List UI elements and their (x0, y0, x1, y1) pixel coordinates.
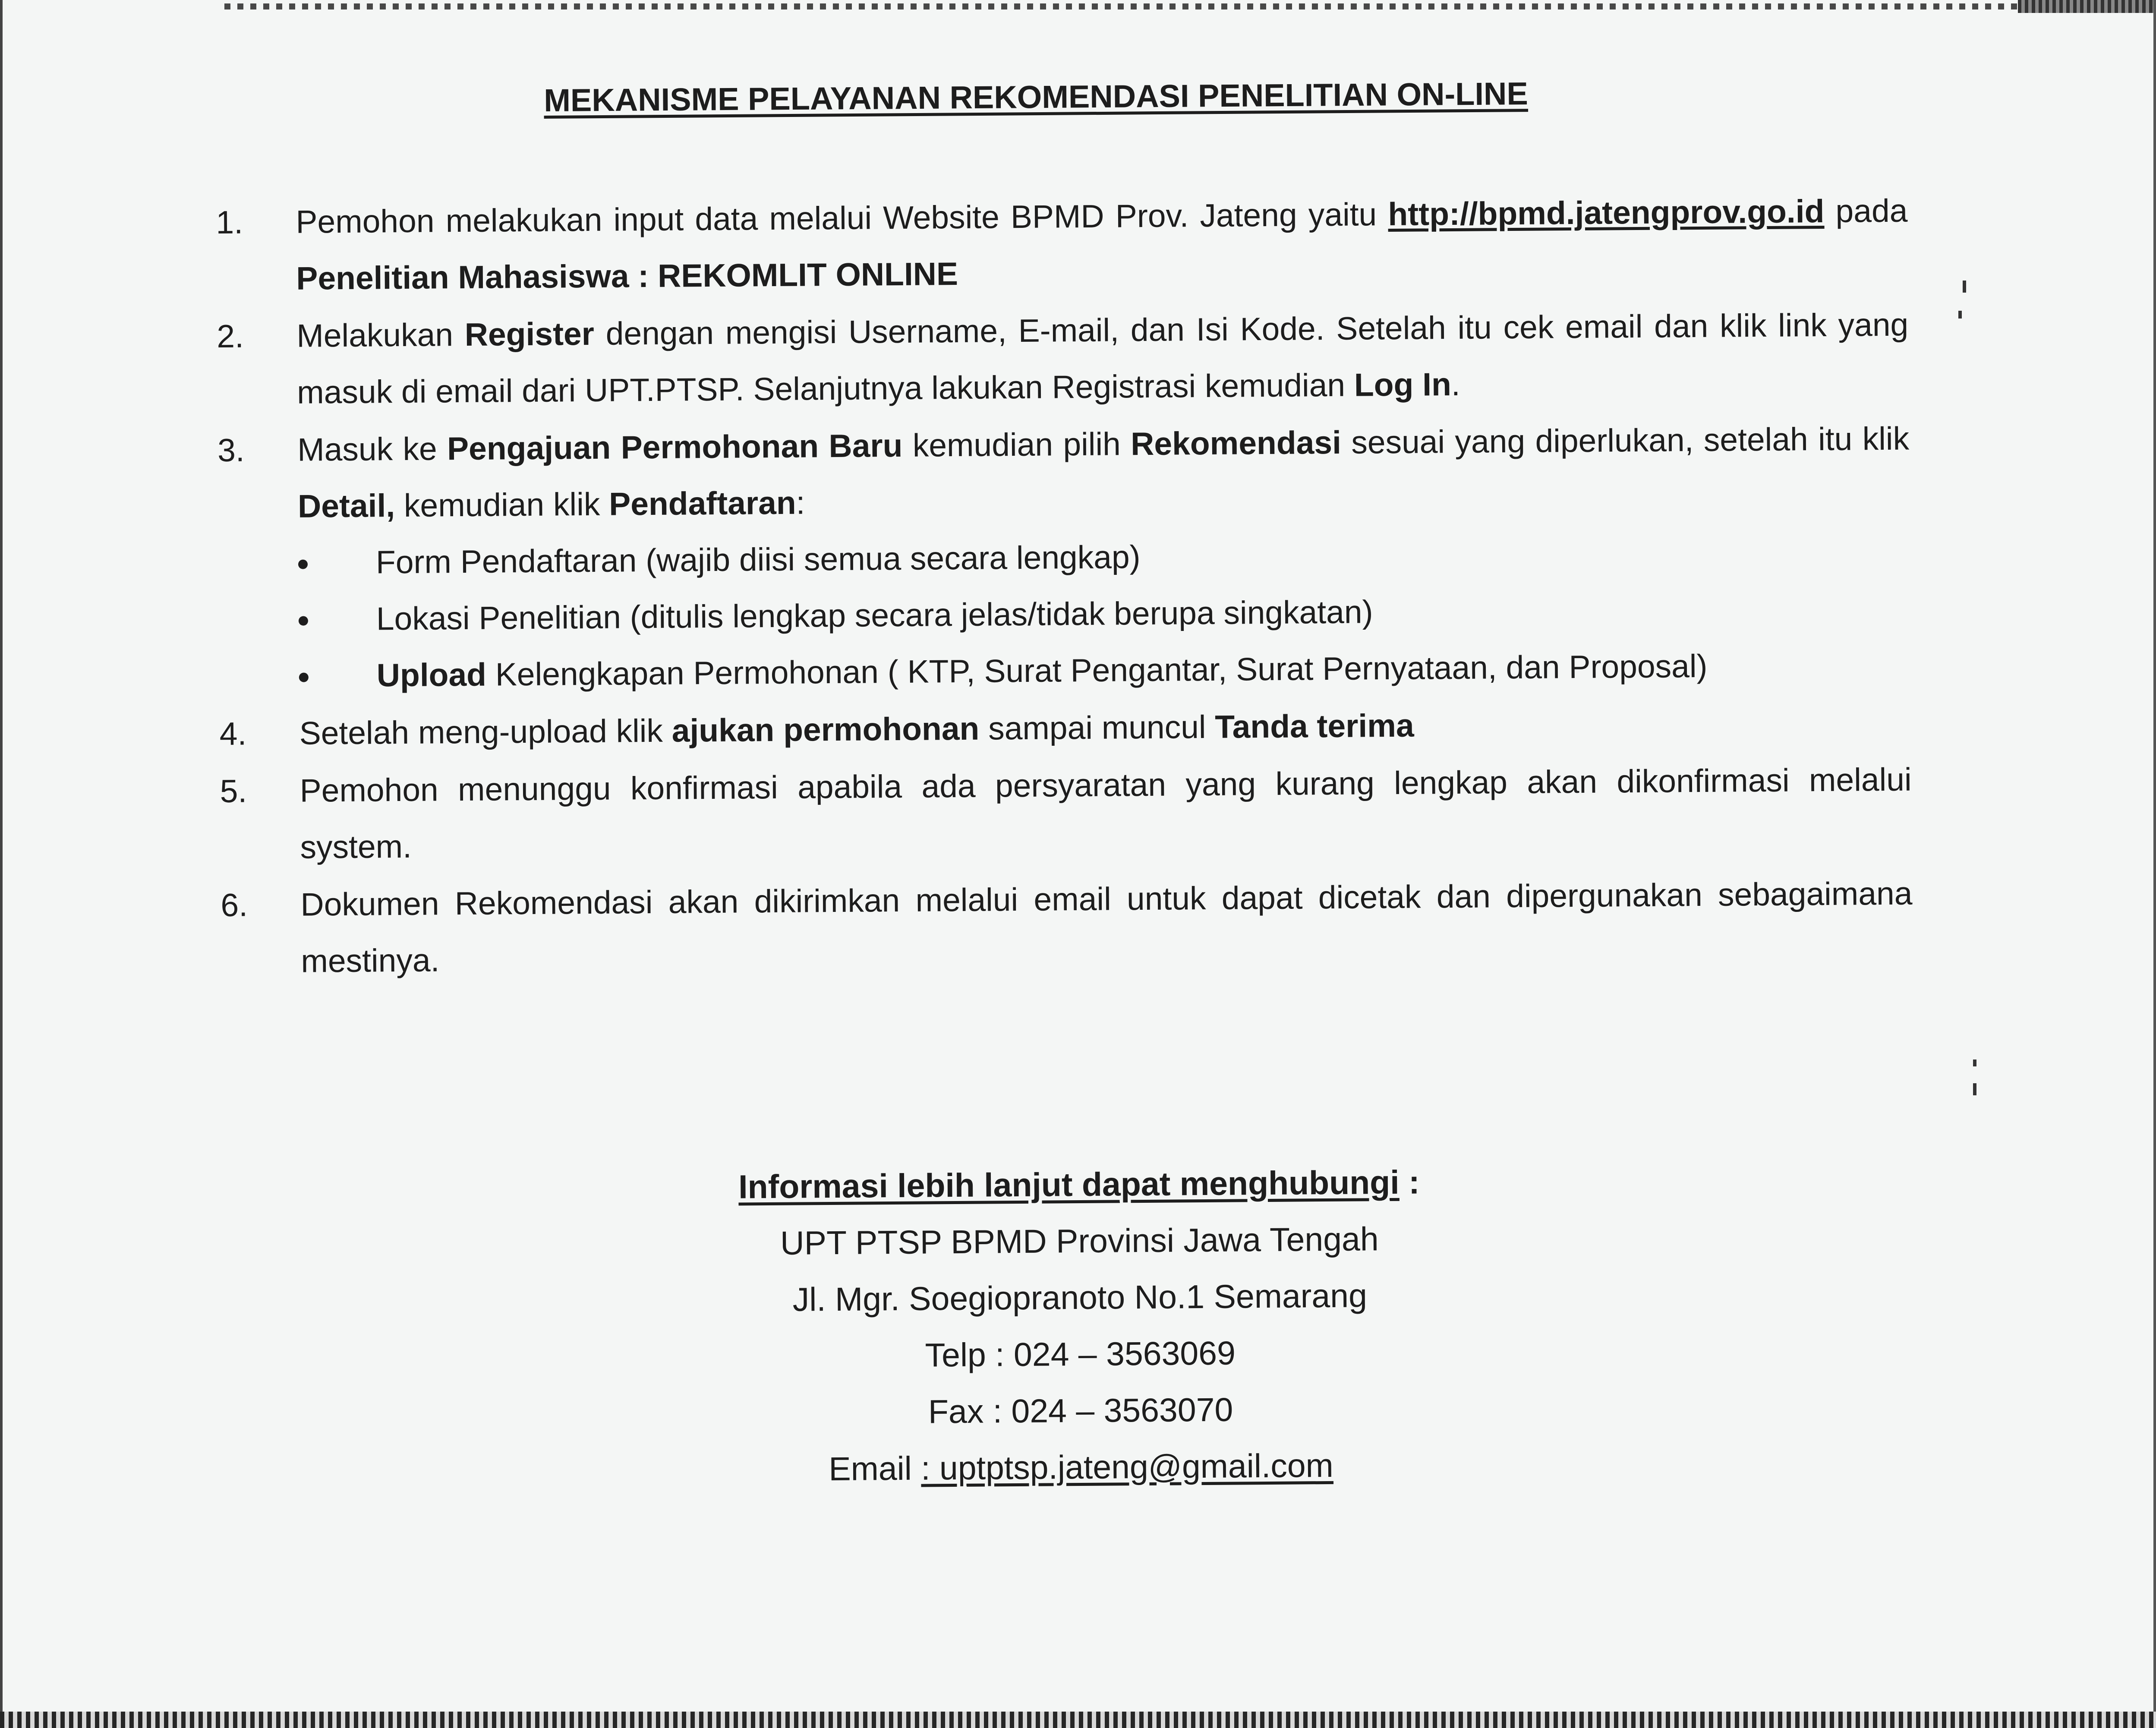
step-text (299, 751, 1912, 876)
step-text-segment: Log In (1354, 366, 1452, 403)
step-text (296, 296, 1909, 421)
step-text-segment: ajukan permohonan (671, 710, 980, 749)
contact-email (606, 1436, 1556, 1499)
step-text-segment: Upload (376, 656, 487, 694)
step-text-segment: Kelengkapan Permohonan ( KTP, Surat Pengantar, Surat Pernyataan, dan Proposal) (486, 647, 1708, 693)
step-number: 1. (216, 204, 243, 240)
step-text-segment: Pengajuan Permohonan Baru (447, 427, 903, 467)
step-text-segment: Melakukan (296, 316, 465, 354)
bullet-icon (299, 616, 308, 626)
step-item (217, 410, 1911, 705)
sub-list-item (299, 637, 1911, 704)
website-link[interactable]: http://bpmd.jatengprov.go.id (1388, 192, 1825, 233)
contact-email-label: Email (828, 1450, 921, 1488)
step-text-segment: kemudian pilih (902, 426, 1131, 464)
step-number: 4. (219, 715, 247, 752)
scan-speck (1973, 1060, 1976, 1066)
contact-heading (604, 1153, 1554, 1216)
contact-heading-suffix: : (1399, 1164, 1420, 1201)
bullet-icon (298, 560, 308, 569)
step-text-segment: Lokasi Penelitian (ditulis lengkap secara jelas/tidak berupa singkatan) (376, 593, 1373, 637)
sub-list-item (298, 580, 1910, 648)
step-text-segment: Register (464, 315, 595, 353)
procedure-steps-list (216, 183, 1913, 991)
step-item (221, 865, 1913, 990)
step-text-segment: : (796, 484, 805, 521)
step-text-segment: Pendaftaran (608, 484, 796, 522)
step-item (220, 751, 1912, 876)
step-text-segment: . (1451, 366, 1460, 403)
scan-speck (1973, 1083, 1976, 1095)
step-text-segment: dengan mengisi Username, E-mail, dan Isi Kode. Setelah itu cek email dan klik link yang masuk di email dari UPT.PTSP. Selanjutnya lakukan Registrasi kemudian (296, 306, 1909, 410)
step-text-segment: Pemohon menunggu konfirmasi apabila ada persyaratan yang kurang lengkap akan dikonfirmasi melalui system. (299, 761, 1912, 865)
scan-edge-top (224, 3, 2156, 9)
step-number: 3. (217, 432, 245, 468)
contact-office: UPT PTSP BPMD Provinsi Jawa Tengah (780, 1220, 1379, 1262)
bullet-icon (299, 673, 309, 682)
step-sub-list (298, 523, 1911, 704)
step-text-segment: Form Pendaftaran (wajib diisi semua secara lengkap) (375, 539, 1141, 580)
document-title: MEKANISME PELAYANAN REKOMENDASI PENELITIAN ON-LINE (544, 76, 1529, 118)
scan-edge-right (2153, 0, 2156, 1728)
scan-edge-bottom (0, 1712, 2156, 1728)
step-text (296, 183, 1908, 307)
step-text-segment: Detail, (297, 487, 395, 524)
scan-edge-top-right (2018, 0, 2156, 13)
contact-phone: Telp : 024 – 3563069 (925, 1334, 1236, 1374)
step-text-segment: Tanda terima (1215, 707, 1414, 745)
step-text-segment: kemudian klik (394, 486, 609, 524)
step-number: 5. (220, 773, 247, 809)
step-text (300, 865, 1913, 990)
step-text-segment: sampai muncul (979, 708, 1215, 747)
step-text-segment: sesuai yang diperlukan, setelah itu klik (1341, 420, 1910, 460)
step-text-segment: pada (1824, 192, 1908, 229)
step-text-segment: Dokumen Rekomendasi akan dikirimkan melalui email untuk dapat dicetak dan dipergunakan sebagaimana mestinya. (300, 875, 1913, 979)
step-number: 2. (217, 318, 244, 354)
step-text-segment: Pemohon melakukan input data melalui Website BPMD Prov. Jateng yaitu (296, 196, 1388, 240)
contact-heading-text: Informasi lebih lanjut dapat menghubungi (738, 1164, 1400, 1206)
scan-speck (1958, 311, 1962, 318)
contact-block (604, 1153, 1556, 1499)
step-number: 6. (221, 886, 248, 923)
contact-fax: Fax : 024 – 3563070 (928, 1391, 1233, 1431)
step-text-segment: Penelitian Mahasiswa : REKOMLIT ONLINE (296, 255, 958, 296)
step-text (297, 410, 1910, 535)
contact-email-link[interactable]: : uptptsp.jateng@gmail.com (920, 1447, 1334, 1487)
sub-list-item (298, 523, 1910, 591)
step-item (216, 183, 1908, 307)
scan-speck (1963, 281, 1966, 293)
step-text-segment: Masuk ke (297, 430, 448, 468)
step-text-segment: Setelah meng-upload klik (299, 712, 672, 751)
step-item (217, 296, 1909, 421)
step-text-segment: Rekomendasi (1130, 424, 1342, 462)
step-text (299, 694, 1911, 762)
step-item (219, 694, 1911, 762)
scan-edge-left (0, 0, 3, 1728)
contact-address: Jl. Mgr. Soegiopranoto No.1 Semarang (792, 1277, 1368, 1318)
